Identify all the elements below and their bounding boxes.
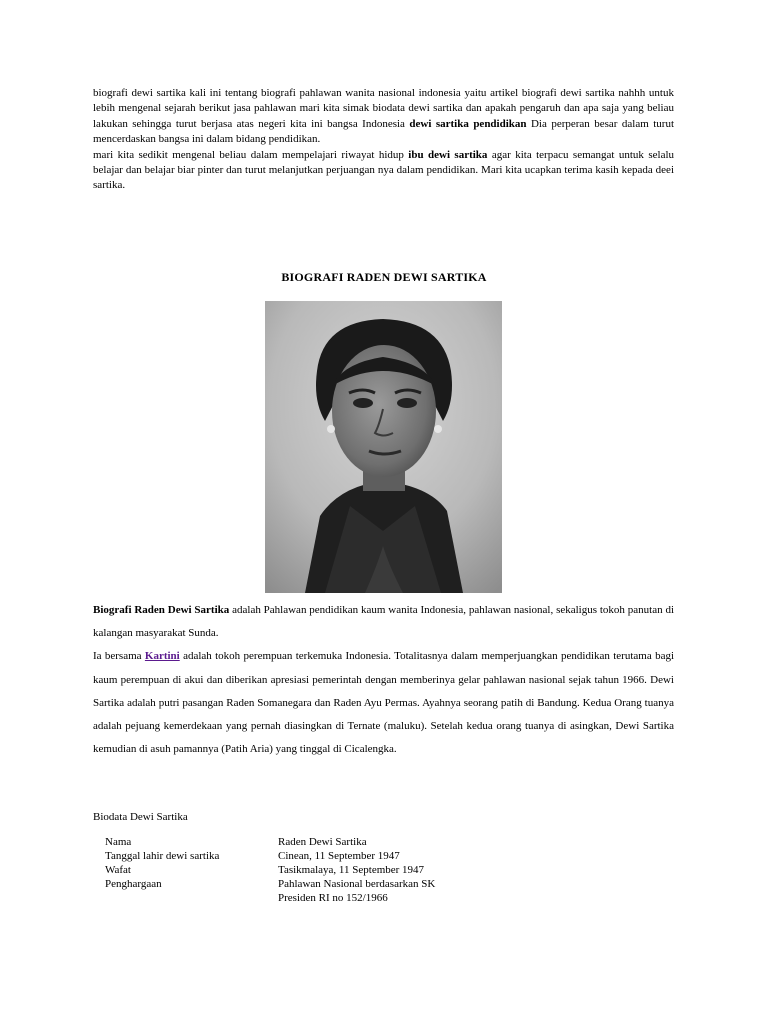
biodata-value: Raden Dewi Sartika bbox=[278, 836, 367, 848]
biodata-value: Tasikmalaya, 11 September 1947 bbox=[278, 864, 425, 876]
table-row bbox=[105, 891, 435, 905]
intro-text-4: agar kita terpacu semangat untuk selalu belajar dan belajar biar pinter dan turut melanjutkan perjuangan nya dalam pendidikan. Mari kita ucapkan terima kasih kepada deei sartika. bbox=[93, 148, 675, 192]
table-row bbox=[105, 863, 435, 877]
biodata-label: Penghargaan bbox=[105, 878, 162, 890]
intro-text-1: biografi dewi sartika kali ini tentang biografi pahlawan wanita nasional indonesia yaitu artikel biografi dewi sartika nahhh untuk lebih mengenal sejarah berikut jasa pahlawan mari kita simak biodata dewi sartika dan apakah pengaruh dan apa saja yang beliau lakukan sehingga turut berjasa atas negeri kita ini bangsa Indonesia bbox=[93, 87, 674, 130]
bio-text-3: adalah tokoh perempuan terkemuka Indonesia. Totalitasnya dalam memperjuangkan pendidikan terutama bagi kaum perempuan di akui dan diberikan apresiasi pemerintah dengan memberinya gelar pahlawan nasional sejak tahun 1966. Dewi Sartika adalah putri pasangan Raden Somanegara dan Raden Ayu Permas. Ayahnya seorang patih di Bandung. Kedua Orang tuanya adalah pejuang kemerdekaan yang pernah diasingkan di Ternate (maluku). Setelah kedua orang tuanya di asingkan, Dewi Sartika kemudian di asuh pamannya (Patih Aria) yang tinggal di Cicalengka. bbox=[93, 650, 675, 756]
bio-bold-heading: Biografi Raden Dewi Sartika bbox=[93, 604, 230, 616]
page-title: BIOGRAFI RADEN DEWI SARTIKA bbox=[281, 270, 487, 284]
biodata-value: Cinean, 11 September 1947 bbox=[278, 850, 400, 862]
intro-paragraph bbox=[93, 86, 674, 194]
intro-bold-1: dewi sartika pendidikan bbox=[409, 117, 527, 130]
biodata-label: Nama bbox=[105, 836, 132, 848]
table-row bbox=[105, 835, 435, 849]
biodata-value: Presiden RI no 152/1966 bbox=[278, 892, 388, 904]
table-row bbox=[105, 877, 435, 891]
biodata-value: Pahlawan Nasional berdasarkan SK bbox=[278, 878, 436, 890]
biodata-heading: Biodata Dewi Sartika bbox=[93, 811, 188, 823]
portrait-photo bbox=[265, 301, 502, 593]
bio-text-2: Ia bersama bbox=[93, 650, 142, 663]
biodata-table bbox=[105, 835, 435, 905]
bio-text-1: adalah Pahlawan pendidikan kaum wanita Indonesia, pahlawan nasional, sekaligus tokoh panutan di kalangan masyarakat Sunda. bbox=[93, 604, 674, 640]
biodata-label: Tanggal lahir dewi sartika bbox=[105, 850, 220, 862]
table-row bbox=[105, 849, 435, 863]
biodata-label: Wafat bbox=[105, 864, 131, 876]
intro-text-2: Dia perperan besar dalam turut mencerdaskan bangsa ini dalam bidang pendidikan. bbox=[93, 117, 675, 146]
intro-bold-2: ibu dewi sartika bbox=[408, 148, 488, 161]
kartini-link[interactable]: Kartini bbox=[144, 650, 180, 663]
biodata-label bbox=[105, 891, 278, 905]
biography-paragraph bbox=[93, 599, 674, 761]
intro-text-3: mari kita sedikit mengenal beliau dalam mempelajari riwayat hidup bbox=[93, 148, 404, 161]
